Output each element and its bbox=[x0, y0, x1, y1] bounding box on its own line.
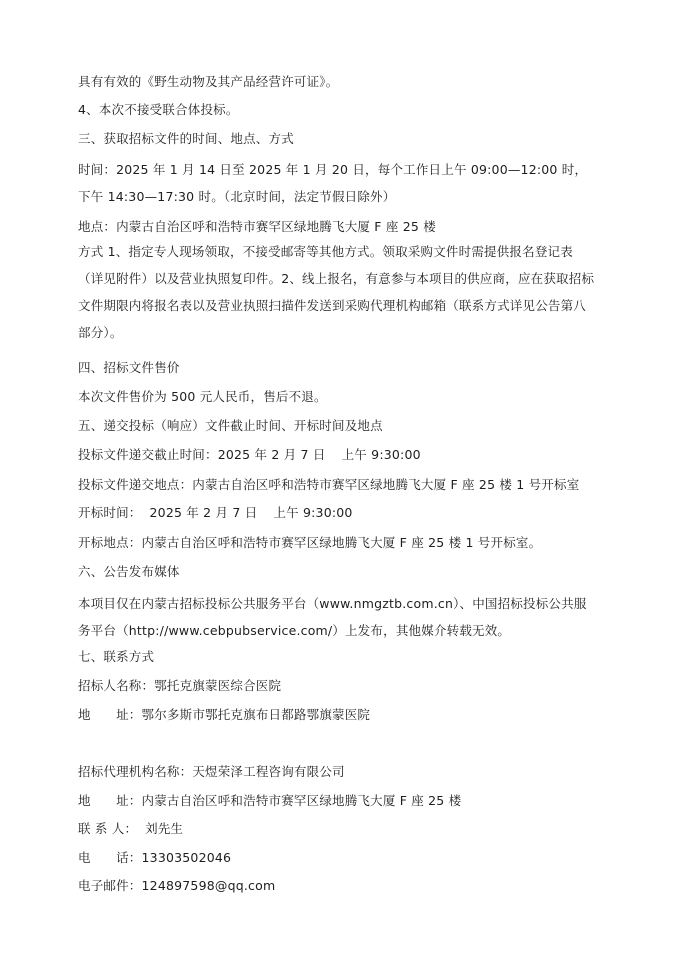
buyer-address-line bbox=[78, 707, 370, 723]
phone-label: 电 话： bbox=[78, 850, 142, 865]
section-7-heading: 七、联系方式 bbox=[78, 649, 155, 664]
opening-date: 2025 年 2 月 7 日 bbox=[149, 505, 258, 520]
section-5-heading: 五、递交投标（响应）文件截止时间、开标时间及地点 bbox=[78, 418, 383, 433]
submit-place-line: 投标文件递交地点：内蒙古自治区呼和浩特市赛罕区绿地腾飞大厦 F 座 25 楼 1 号开标室 bbox=[78, 477, 580, 492]
price-line: 本次文件售价为 500 元人民币，售后不退。 bbox=[78, 389, 327, 404]
deadline-label: 投标文件递交截止时间： bbox=[78, 447, 218, 462]
email-line bbox=[78, 878, 275, 894]
email-address: 124897598@qq.com bbox=[141, 878, 276, 893]
agent-name-label: 招标代理机构名称： bbox=[78, 764, 193, 779]
buyer-address-label: 地 址： bbox=[78, 707, 142, 722]
section-3-heading: 三、获取招标文件的时间、地点、方式 bbox=[78, 131, 294, 146]
contact-name: 刘先生 bbox=[145, 821, 184, 836]
agent-address-label: 地 址： bbox=[78, 793, 142, 808]
phone-line bbox=[78, 850, 231, 866]
agent-name: 天煜荣泽工程咨询有限公司 bbox=[192, 764, 345, 779]
deadline-time: 上午 9:30:00 bbox=[341, 447, 421, 462]
email-label: 电子邮件： bbox=[78, 878, 142, 893]
qualification-line: 具有有效的《野生动物及其产品经营许可证》。 bbox=[78, 74, 339, 89]
phone-number: 13303502046 bbox=[141, 850, 232, 865]
buyer-name-line bbox=[78, 678, 281, 694]
deadline-date: 2025 年 2 月 7 日 bbox=[217, 447, 326, 462]
agent-address: 内蒙古自治区呼和浩特市赛罕区绿地腾飞大厦 F 座 25 楼 bbox=[141, 793, 462, 808]
opening-time: 上午 9:30:00 bbox=[273, 505, 353, 520]
deadline-line bbox=[78, 447, 421, 463]
buyer-name-label: 招标人名称： bbox=[78, 678, 155, 693]
section-4-heading: 四、招标文件售价 bbox=[78, 360, 180, 375]
section-6-heading: 六、公告发布媒体 bbox=[78, 564, 180, 579]
media-paragraph: 本项目仅在内蒙古招标投标公共服务平台（www.nmgztb.com.cn）、中国招标投标公共服务平台（http://www.cebpubservice.com/）上发布，其他媒介转载无效。 bbox=[78, 596, 587, 638]
no-consortium-line: 4、本次不接受联合体投标。 bbox=[78, 102, 239, 117]
contact-line bbox=[78, 821, 183, 837]
opening-label: 开标时间： bbox=[78, 505, 142, 520]
location-line: 地点：内蒙古自治区呼和浩特市赛罕区绿地腾飞大厦 F 座 25 楼 bbox=[78, 219, 436, 234]
agent-name-line bbox=[78, 764, 345, 780]
buyer-name: 鄂托克旗蒙医综合医院 bbox=[154, 678, 282, 693]
opening-place-line: 开标地点：内蒙古自治区呼和浩特市赛罕区绿地腾飞大厦 F 座 25 楼 1 号开标室。 bbox=[78, 535, 542, 550]
method-paragraph: 方式 1、指定专人现场领取，不接受邮寄等其他方式。领取采购文件时需提供报名登记表（详见附件）以及营业执照复印件。2、线上报名，有意参与本项目的供应商，应在获取招标文件期限内将报名表以及营业执照扫描件发送到采购代理机构邮箱（联系方式详见公告第八部分）。 bbox=[78, 244, 595, 340]
contact-label: 联 系 人： bbox=[78, 821, 138, 836]
buyer-address: 鄂尔多斯市鄂托克旗布日都路鄂旗蒙医院 bbox=[141, 707, 371, 722]
opening-time-line bbox=[78, 505, 353, 521]
agent-address-line bbox=[78, 793, 461, 809]
time-paragraph: 时间：2025 年 1 月 14 日至 2025 年 1 月 20 日，每个工作日上午 09:00—12:00 时，下午 14:30—17:30 时。（北京时间，法定节假日除外） bbox=[78, 162, 588, 204]
